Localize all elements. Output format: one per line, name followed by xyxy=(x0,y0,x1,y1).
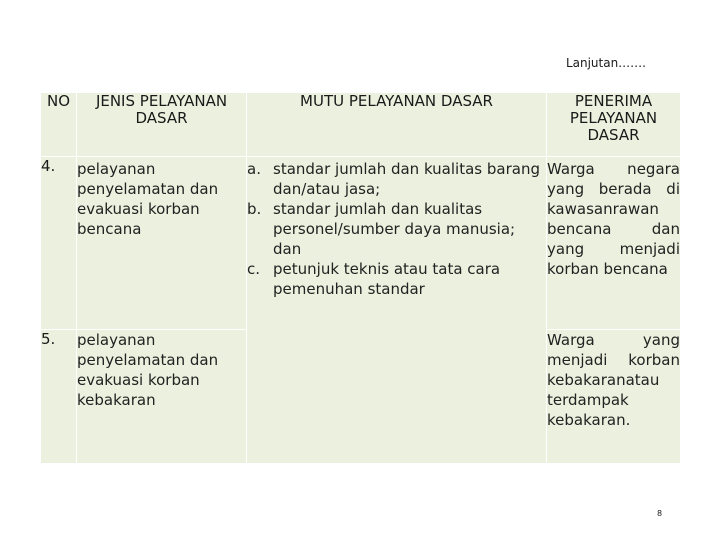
service-table xyxy=(40,92,681,464)
header-penerima: PENERIMA PELAYANAN DASAR xyxy=(547,93,681,157)
header-jenis: JENIS PELAYANAN DASAR xyxy=(77,93,247,157)
service-name: pelayanan penyelamatan dan evakuasi korban kebakaran xyxy=(77,330,247,464)
list-item xyxy=(247,159,546,199)
quality-list xyxy=(247,157,547,464)
continued-label: Lanjutan……. xyxy=(565,56,646,70)
list-letter: b. xyxy=(247,200,262,218)
list-text: standar jumlah dan kualitas personel/sumber daya manusia; dan xyxy=(273,200,516,258)
list-text: standar jumlah dan kualitas barang dan/atau jasa; xyxy=(273,160,540,198)
list-item xyxy=(247,259,546,299)
recipient-text: Warga negara yang berada di kawasanrawan bencana dan yang menjadi korban bencana xyxy=(547,157,681,330)
table-row xyxy=(41,157,681,330)
service-name: pelayanan penyelamatan dan evakuasi korban bencana xyxy=(77,157,247,330)
row-number: 5. xyxy=(41,330,77,464)
header-mutu: MUTU PELAYANAN DASAR xyxy=(247,93,547,157)
header-no: NO xyxy=(41,93,77,157)
header-row xyxy=(41,93,681,157)
list-text: petunjuk teknis atau tata cara pemenuhan standar xyxy=(273,260,501,298)
list-letter: c. xyxy=(247,260,261,278)
recipient-text: Warga yang menjadi korban kebakaranatau terdampak kebakaran. xyxy=(547,330,681,464)
list-item xyxy=(247,199,546,259)
page-number: 8 xyxy=(657,509,663,518)
list-letter: a. xyxy=(247,160,261,178)
row-number: 4. xyxy=(41,157,77,330)
